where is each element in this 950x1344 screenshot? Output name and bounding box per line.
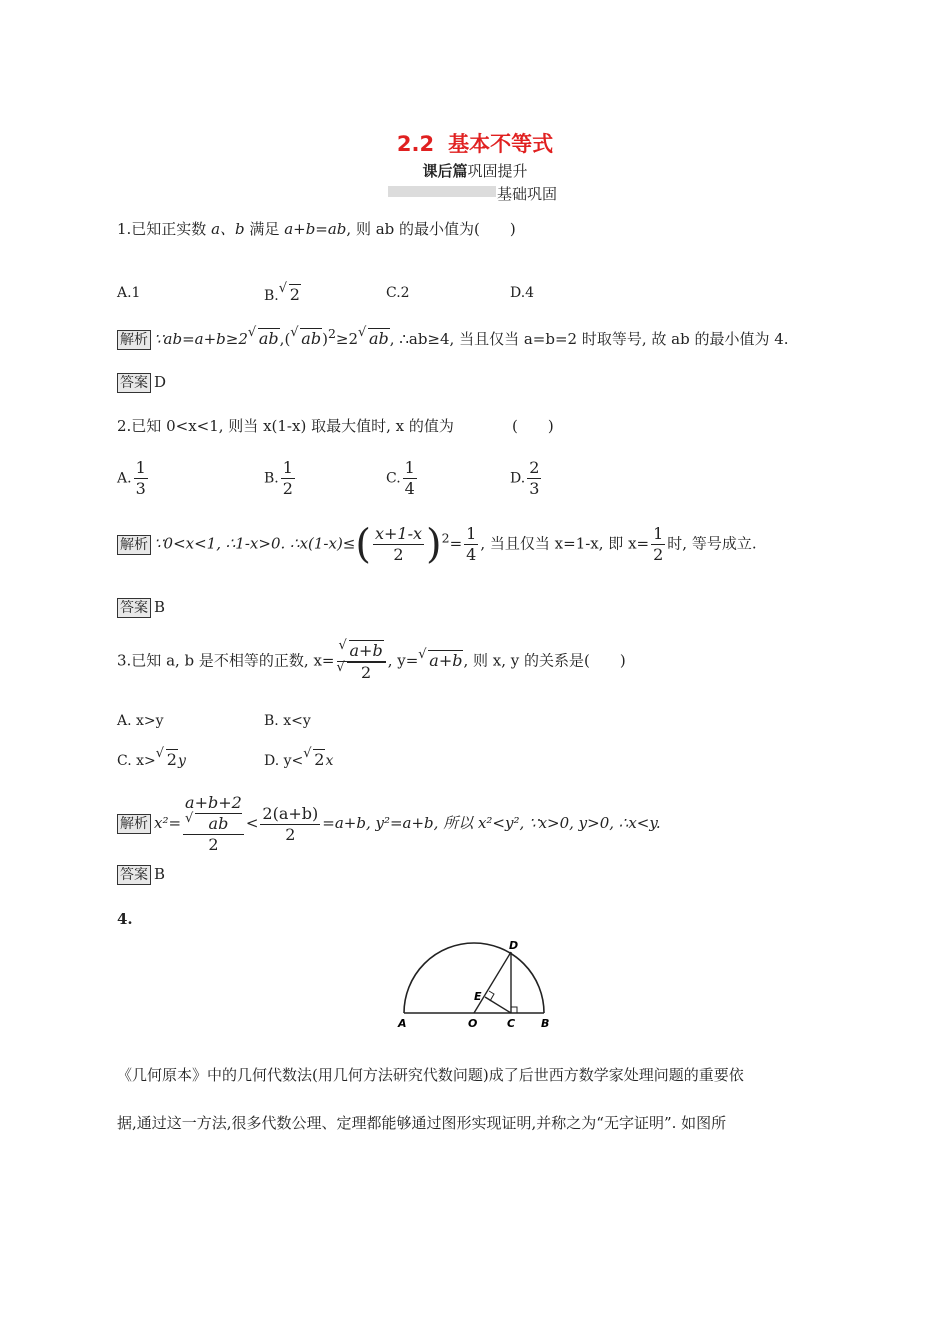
- q1-option-c: C.2: [386, 285, 410, 301]
- title-text: 基本不等式: [448, 132, 554, 156]
- q2-option-c-frac: [403, 458, 417, 499]
- q2-paren: ( ): [512, 417, 554, 435]
- q2-option-d-den: 3: [529, 479, 540, 498]
- q3-x-num: a+b: [349, 641, 383, 660]
- q3-x-frac-num: √ a+b: [337, 640, 386, 662]
- q2-option-a-num: 1: [135, 458, 146, 477]
- point-label-d: D: [509, 939, 519, 952]
- q2-option-b-frac: [281, 458, 295, 499]
- q2-option-d-label: D.: [510, 470, 526, 487]
- q3-analysis: [117, 793, 661, 855]
- q3-analysis-frac2: [260, 804, 320, 845]
- q2-analysis-c: 时, 等号成立.: [667, 534, 757, 553]
- q3-option-a: A. x>y: [117, 713, 164, 729]
- q1-stem-vars: a、b: [211, 220, 245, 238]
- q3-frac2-num: 2(a+b): [262, 803, 319, 823]
- q1-option-b-value: 2: [289, 285, 300, 304]
- q3-option-b: B. x<y: [264, 713, 311, 729]
- q1-analysis-a: ∵ab=a+b≥2: [154, 330, 248, 348]
- q3-option-c-tail: y: [177, 753, 186, 769]
- page-title: [0, 128, 950, 158]
- q4-paragraph-line1: 《几何原本》中的几何代数法(用几何方法研究代数问题)成了后世西方数学家处理问题的重要依: [117, 1066, 744, 1084]
- q3-x-frac: [337, 640, 386, 683]
- q1-rad-ab-3: ab: [369, 329, 389, 348]
- q3-stem: [117, 640, 626, 683]
- q1-analysis-e: , ∴ab≥4, 当且仅当 a=b=2 时取等号, 故 ab 的最小值为 4.: [389, 330, 789, 348]
- q1-option-b-label: B.: [264, 288, 279, 304]
- q2-option-a: [117, 458, 150, 499]
- answer-tag: 答案: [117, 373, 151, 393]
- analysis-tag: 解析: [117, 535, 151, 555]
- q2-option-c-num: 1: [404, 458, 415, 477]
- q2-stem-text: 2.已知 0<x<1, 则当 x(1-x) 取最大值时, x 的值为: [117, 417, 454, 435]
- q2-frac-num: x+1-x: [374, 524, 423, 543]
- q1-option-a: A.1: [117, 285, 141, 301]
- q3-y-radical: √ a+b: [418, 646, 463, 670]
- q3-option-d-rad: 2: [314, 750, 325, 769]
- q2-option-d: [510, 458, 543, 499]
- q3-stem-c: , 则 x, y 的关系是( ): [463, 651, 626, 670]
- q2-analysis: 解析 ∵0<x<1, ∴1-x>0. ∴x(1-x)≤( $\frac{x+1-x}{2}$ )$^2$= $\frac{1}{4}$ , 当且仅当 x=1-x, 即 x= $\frac{1}{2}$ 时, 等号成立.: [117, 524, 757, 565]
- q2-option-b-label: B.: [264, 470, 279, 487]
- q2-option-b: [264, 458, 297, 499]
- q1-rad-ab-2: ab: [301, 329, 322, 348]
- q2-analysis-b: , 当且仅当 x=1-x, 即 x=: [480, 534, 650, 553]
- q1-stem-eq: a+b=ab: [284, 220, 347, 238]
- point-label-a: A: [398, 1017, 407, 1030]
- q3-frac1-num: a+b+2 √ ab: [185, 793, 242, 833]
- q1-option-b-radical: √ 2: [278, 281, 300, 304]
- q2-eq-num: 1: [466, 524, 477, 543]
- right-angle-c: [511, 1007, 517, 1013]
- q3-option-c-rad: 2: [166, 750, 177, 769]
- q1-analysis-d: ≥2: [335, 330, 359, 348]
- q2-x-frac: [651, 524, 665, 565]
- q3-lt: <: [245, 814, 259, 832]
- q3-analysis-frac1: [183, 793, 244, 855]
- q3-option-d-label: D. y<: [264, 753, 304, 769]
- q2-answer: [117, 598, 165, 618]
- q3-x-den: 2: [347, 662, 386, 683]
- q3-frac1-den: 2: [208, 835, 219, 854]
- q1-answer: [117, 373, 166, 393]
- point-label-b: B: [541, 1017, 550, 1030]
- point-label-c: C: [507, 1017, 516, 1030]
- q1-sqrt-ab-3: √ ab: [358, 325, 389, 348]
- section-bar: [388, 186, 496, 197]
- point-label-e: E: [474, 990, 482, 1003]
- q1-option-b: [264, 281, 301, 304]
- q1-rad-ab-1: ab: [258, 329, 279, 348]
- q1-answer-value: D: [154, 373, 167, 391]
- radius-od: [474, 952, 511, 1013]
- analysis-tag: 解析: [117, 330, 151, 350]
- q1-analysis: 解析 ∵ab=a+b≥2 √ ab,( √ ab)$^2$≥2 √ ab, ∴ab≥4, 当且仅当 a=b=2 时取等号, 故 ab 的最小值为 4.: [117, 326, 789, 350]
- q2-eq-den: 4: [466, 545, 477, 564]
- q3-stem-a: 3.已知 a, b 是不相等的正数, x=: [117, 651, 335, 670]
- q2-option-c: [386, 458, 419, 499]
- q1-stem-prefix: 1.已知正实数: [117, 220, 212, 238]
- point-label-o: O: [468, 1017, 478, 1030]
- q2-answer-value: B: [154, 598, 166, 616]
- q4-paragraph-line2: 据,通过这一方法,很多代数公理、定理都能够通过图形实现证明,并称之为“无字证明”. 如图所: [117, 1114, 727, 1132]
- q3-analysis-a: x²=: [154, 814, 182, 832]
- q3-option-d-tail: x: [325, 753, 334, 769]
- page-subtitle: [0, 160, 950, 181]
- q2-option-c-label: C.: [386, 470, 401, 487]
- q2-option-d-frac: [527, 458, 541, 499]
- q1-option-d: D.4: [510, 285, 535, 301]
- q3-answer: [117, 865, 165, 885]
- q3-x-frac-den: √ 2: [337, 662, 386, 683]
- q2-option-b-den: 2: [282, 479, 293, 498]
- q3-frac2-den: 2: [285, 824, 296, 844]
- q3-option-d: D. y< √ 2x: [264, 746, 334, 769]
- segment-ce: [485, 997, 511, 1013]
- q2-analysis-frac: [373, 524, 424, 565]
- q3-rad-ab: ab: [195, 813, 242, 834]
- q3-stem-b: , y=: [387, 651, 419, 670]
- q2-option-a-frac: [134, 458, 148, 499]
- q1-analysis-c: ): [322, 330, 328, 348]
- q2-frac-den: 2: [393, 545, 404, 564]
- q1-stem: [117, 218, 516, 239]
- analysis-tag: 解析: [117, 814, 151, 834]
- q2-option-a-den: 3: [135, 479, 146, 498]
- q2-option-c-den: 4: [404, 479, 415, 498]
- q1-sqrt-ab-1: √ ab: [247, 325, 279, 348]
- q3-analysis-b: =a+b, y²=a+b, 所以 x²<y², ∵x>0, y>0, ∴x<y.: [322, 814, 661, 832]
- q3-num1: a+b+2: [185, 793, 242, 812]
- title-number: 2.2: [396, 132, 435, 156]
- q1-stem-tail: , 则 ab 的最小值为( ): [346, 220, 516, 238]
- q3-option-c-label: C. x>: [117, 753, 156, 769]
- q2-option-b-num: 1: [282, 458, 293, 477]
- q3-y-val: a+b: [429, 650, 463, 670]
- q2-eq-frac: [464, 524, 478, 565]
- q3-option-c: C. x> √ 2y: [117, 746, 186, 769]
- q1-sqrt-ab-2: √ ab: [290, 325, 322, 348]
- subtitle-bold: 课后篇: [422, 162, 468, 180]
- q1-analysis-b: ,(: [279, 330, 291, 348]
- section-label: 基础巩固: [497, 185, 558, 203]
- subtitle-rest: 巩固提升: [467, 162, 528, 180]
- q4-semicircle-diagram: [390, 935, 560, 1035]
- answer-tag: 答案: [117, 598, 151, 618]
- q2-option-a-label: A.: [117, 470, 132, 487]
- q2-x-num: 1: [653, 524, 664, 543]
- q1-stem-mid: 满足: [244, 220, 285, 238]
- q2-analysis-a: ∵0<x<1, ∴1-x>0. ∴x(1-x)≤: [154, 534, 356, 553]
- q2-x-den: 2: [653, 545, 664, 564]
- answer-tag: 答案: [117, 865, 151, 885]
- q2-stem: [117, 415, 454, 436]
- q2-option-d-num: 2: [529, 458, 540, 477]
- q4-label: 4.: [117, 910, 133, 928]
- q3-answer-value: B: [154, 865, 166, 883]
